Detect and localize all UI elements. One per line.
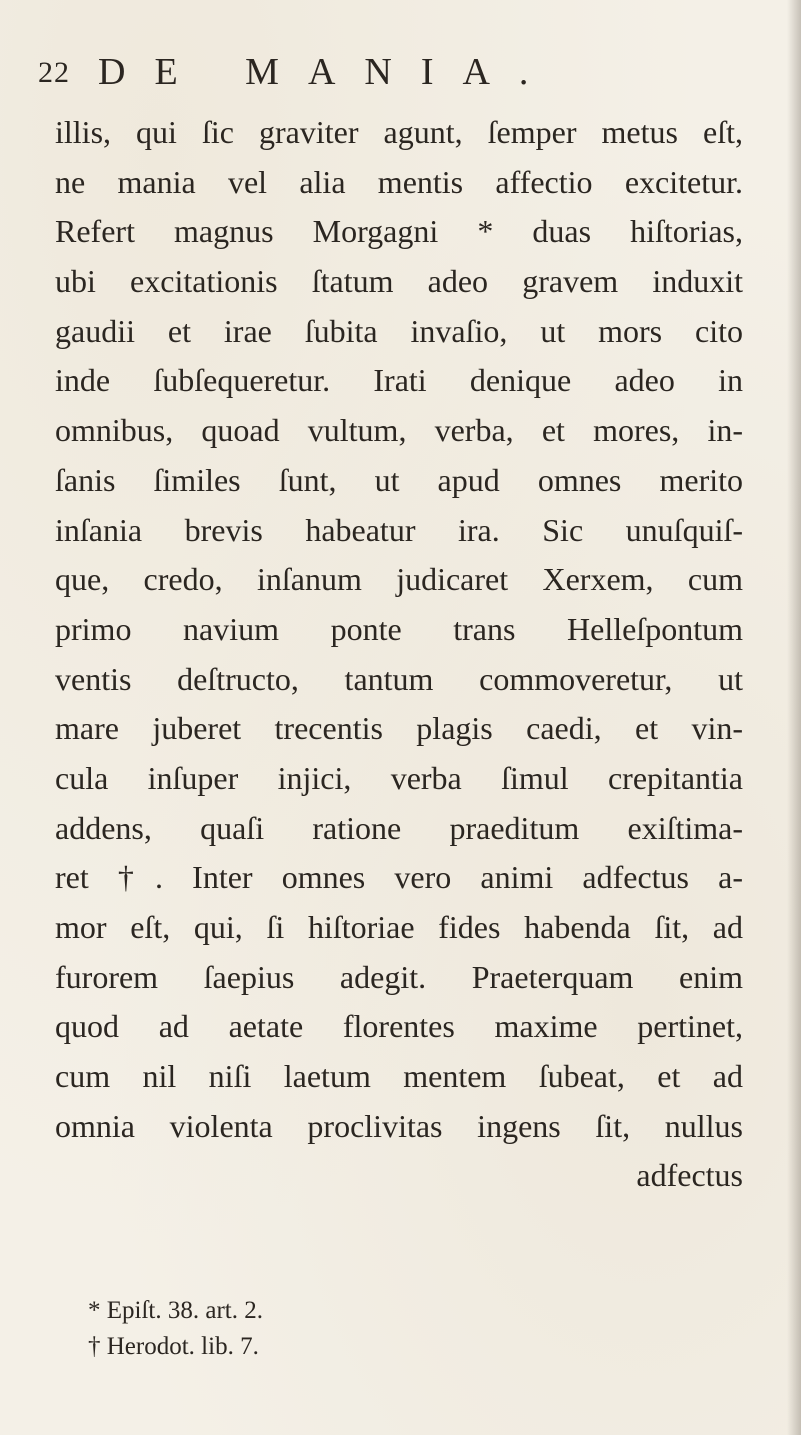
text-line: cula inſuper injici, verba ſimul crepitantia	[55, 759, 743, 796]
text-line: inſania brevis habeatur ira. Sic unuſquiſ-	[55, 511, 743, 548]
text-line: omnibus, quoad vultum, verba, et mores, in-	[55, 412, 743, 449]
text-line: ubi excitationis ſtatum adeo gravem induxit	[55, 263, 743, 300]
text-line: primo navium ponte trans Helleſpontum	[55, 610, 743, 647]
text-line: gaudii et irae ſubita invaſio, ut mors cito	[55, 312, 743, 349]
text-line: addens, quaſi ratione praeditum exiſtima-	[55, 809, 743, 846]
text-line: ventis deſtructo, tantum commoveretur, ut	[55, 660, 743, 697]
body-text	[55, 108, 743, 1201]
running-head	[38, 50, 698, 100]
page-edge-shadow	[787, 0, 801, 1435]
running-title: DE MANIA.	[98, 51, 558, 93]
text-line: illis, qui ſic graviter agunt, ſemper metus eſt,	[55, 114, 743, 150]
text-line: inde ſubſequeretur. Irati denique adeo in	[55, 362, 743, 399]
text-line: que, credo, inſanum judicaret Xerxem, cum	[55, 561, 743, 598]
catchword: adfectus	[636, 1157, 743, 1194]
footnotes	[88, 1293, 508, 1365]
footnote: † Herodot. lib. 7.	[88, 1333, 259, 1360]
text-line: mare juberet trecentis plagis caedi, et vin-	[55, 710, 743, 747]
footnote: * Epiſt. 38. art. 2.	[88, 1297, 263, 1324]
text-line: mor eſt, qui, ſi hiſtoriae fides habenda ſit, ad	[55, 909, 743, 945]
text-line: omnia violenta proclivitas ingens ſit, nullus	[55, 1107, 743, 1144]
text-line: quod ad aetate florentes maxime pertinet,	[55, 1008, 743, 1045]
page-number: 22	[38, 56, 70, 89]
text-line: ret †. Inter omnes vero animi adfectus a-	[55, 859, 743, 896]
text-line: cum nil niſi laetum mentem ſubeat, et ad	[55, 1058, 743, 1095]
text-line: ſanis ſimiles ſunt, ut apud omnes merito	[55, 461, 743, 498]
text-line: Refert magnus Morgagni * duas hiſtorias,	[55, 213, 743, 250]
text-line: ne mania vel alia mentis affectio excitetur.	[55, 163, 743, 200]
text-line: furorem ſaepius adegit. Praeterquam enim	[55, 958, 743, 995]
